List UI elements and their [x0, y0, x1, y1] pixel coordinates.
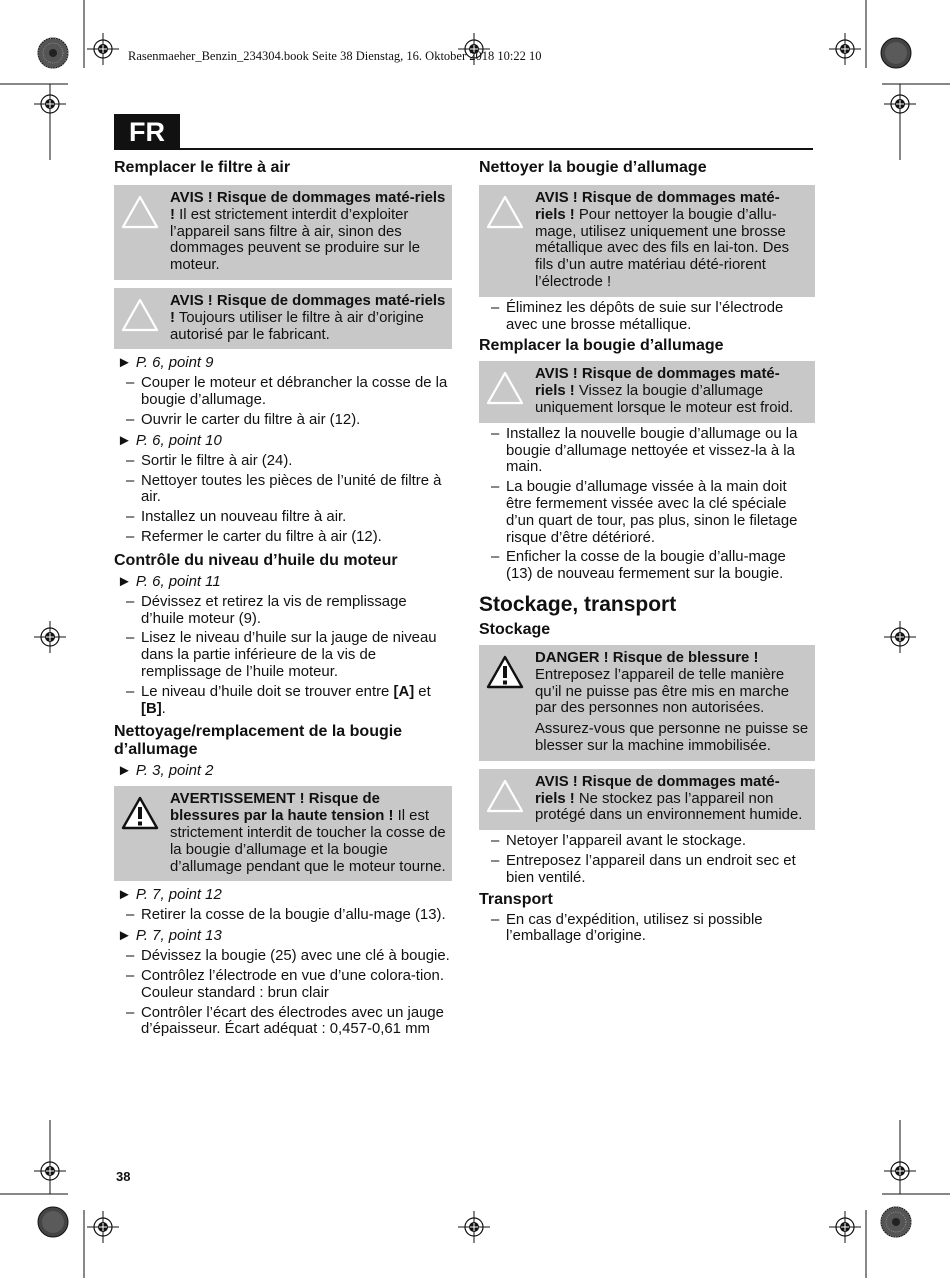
- list-item: – Nettoyer toutes les pièces de l’unité de filtre à air.: [114, 473, 452, 507]
- instruction-list: [114, 948, 452, 1038]
- list-item: – Couper le moteur et débrancher la cosse de la bougie d’allumage.: [114, 375, 452, 409]
- list-item: – Éliminez les dépôts de suie sur l’électrode avec une brosse métallique.: [479, 300, 815, 334]
- notice-title: AVIS ! Risque de dommages maté-riels !: [535, 190, 780, 223]
- instruction-list: [114, 594, 452, 718]
- notice-text: Ne stockez pas l’appareil non protégé dans un environnement humide.: [535, 790, 803, 824]
- list-item: – Le niveau d’huile doit se trouver entre [A] et [B].: [114, 684, 452, 718]
- danger-box: [479, 645, 815, 761]
- notice-box: [114, 185, 452, 280]
- figure-reference: ► P. 3, point 2: [117, 763, 214, 780]
- list-item: – Ouvrir le carter du filtre à air (12).: [114, 412, 452, 429]
- instruction-list: [479, 833, 815, 886]
- warning-triangle-icon: [120, 795, 160, 831]
- arrow-right-icon: ►: [117, 928, 132, 945]
- warning-box: [114, 786, 452, 881]
- instruction-list: [114, 453, 452, 546]
- section-title-storage: Stockage: [479, 620, 551, 638]
- notice-box: [114, 288, 452, 349]
- warning-title: AVERTISSEMENT ! Risque de blessures par la haute tension !: [170, 791, 394, 825]
- section-title-spark-plug: Nettoyage/remplacement de la bougie d’allumage: [114, 723, 403, 759]
- section-title-replace-spark-plug: Remplacer la bougie d’allumage: [479, 337, 724, 355]
- chapter-title-storage-transport: Stockage, transport: [479, 592, 677, 616]
- arrow-right-icon: ►: [117, 432, 132, 449]
- notice-box: [479, 185, 815, 297]
- section-title-transport: Transport: [479, 890, 553, 908]
- list-item: – Entreposez l’appareil dans un endroit sec et bien ventilé.: [479, 853, 815, 887]
- notice-box: [479, 769, 815, 830]
- instruction-list: [479, 426, 815, 583]
- left-column: [114, 159, 452, 1038]
- section-title-clean-spark-plug: Nettoyer la bougie d’allumage: [479, 159, 707, 176]
- arrow-right-icon: ►: [117, 573, 132, 590]
- caution-triangle-icon: [120, 194, 160, 230]
- notice-text: Toujours utiliser le filtre à air d’origine autorisé par le fabricant.: [170, 309, 424, 343]
- instruction-list: [479, 300, 815, 334]
- list-item: – Sortir le filtre à air (24).: [114, 453, 452, 470]
- book-info-line: Rasenmaeher_Benzin_234304.book Seite 38 Dienstag, 16. Oktober 2018 10:22 10: [128, 49, 542, 63]
- list-item: – Installez la nouvelle bougie d’allumage ou la bougie d’allumage nettoyée et vissez-la à la main.: [479, 426, 815, 476]
- instruction-list: [479, 912, 815, 946]
- list-item: – Enficher la cosse de la bougie d’allu-mage (13) de nouveau fermement sur la bougie.: [479, 549, 815, 583]
- danger-text: Entreposez l’appareil de telle manière qu’il ne puisse pas être mis en marche par des personnes non autorisées.: [535, 666, 790, 717]
- list-item: – Installez un nouveau filtre à air.: [114, 509, 452, 526]
- list-item: – Contrôler l’écart des électrodes avec un jauge d’épaisseur. Écart adéquat : 0,457-0,61 mm: [114, 1005, 452, 1039]
- arrow-right-icon: ►: [117, 763, 132, 780]
- page-number: 38: [116, 1169, 131, 1184]
- section-title-oil-level: Contrôle du niveau d’huile du moteur: [114, 551, 398, 569]
- figure-reference: ► P. 7, point 13: [117, 928, 222, 945]
- caution-triangle-icon: [485, 370, 525, 406]
- list-item: – Contrôlez l’électrode en vue d’une colora-tion. Couleur standard : brun clair: [114, 968, 452, 1002]
- notice-text: Pour nettoyer la bougie d’allu-mage, utilisez uniquement une brosse métallique avec des fils en lai-ton. Des fils d’un autre matériau dété-riorent l’électrode !: [535, 206, 790, 290]
- list-item: – Netoyer l’appareil avant le stockage.: [479, 833, 815, 850]
- caution-triangle-icon: [120, 297, 160, 333]
- notice-title: AVIS ! Risque de dommages maté-riels !: [535, 773, 780, 807]
- figure-reference: ► P. 7, point 12: [117, 887, 222, 904]
- arrow-right-icon: ►: [117, 887, 132, 904]
- figure-reference: ► P. 6, point 10: [117, 432, 222, 449]
- list-item: – Lisez le niveau d’huile sur la jauge de niveau dans la partie inférieure de la vis de remplissage de l’huile moteur.: [114, 630, 452, 680]
- list-item: – Refermer le carter du filtre à air (12).: [114, 529, 452, 546]
- instruction-list: [114, 375, 452, 428]
- notice-title: AVIS ! Risque de dommages maté-riels !: [535, 366, 780, 400]
- caution-triangle-icon: [485, 194, 525, 230]
- notice-text: Il est strictement interdit d’exploiter l’appareil sans filtre à air, sinon des dommages peuvent se produire sur le moteur.: [170, 206, 420, 274]
- list-item: – Retirer la cosse de la bougie d’allu-mage (13).: [114, 907, 452, 924]
- list-item: – Dévissez la bougie (25) avec une clé à bougie.: [114, 948, 452, 965]
- danger-title: DANGER ! Risque de blessure !: [535, 649, 759, 666]
- arrow-right-icon: ►: [117, 355, 132, 372]
- header-rule: [180, 148, 813, 150]
- language-tab: FR: [114, 114, 180, 150]
- notice-box: [479, 361, 815, 422]
- notice-title: AVIS ! Risque de dommages maté-riels !: [170, 190, 446, 223]
- danger-text-2: Assurez-vous que personne ne puisse se blesser sur la machine immobilisée.: [535, 721, 809, 754]
- list-item: – La bougie d’allumage vissée à la main doit être fermement vissée avec la clé spéciale d’un quart de tour, pas plus, sinon le filetage risque d’être détérioré.: [479, 479, 815, 546]
- notice-text: Vissez la bougie d’allumage uniquement lorsque le moteur est froid.: [535, 383, 794, 416]
- notice-title: AVIS ! Risque de dommages maté-riels !: [170, 292, 446, 326]
- instruction-list: [114, 907, 452, 924]
- right-column: [479, 159, 815, 945]
- warning-text: Il est strictement interdit de toucher la cosse de la bougie d’allumage et la bougie d’allumage pendant que le moteur tourne.: [170, 808, 446, 875]
- list-item: – En cas d’expédition, utilisez si possible l’emballage d’origine.: [479, 912, 815, 946]
- figure-reference: ► P. 6, point 9: [117, 355, 214, 372]
- danger-triangle-icon: [485, 654, 525, 690]
- section-title-air-filter: Remplacer le filtre à air: [114, 159, 291, 176]
- list-item: – Dévissez et retirez la vis de remplissage d’huile moteur (9).: [114, 594, 452, 628]
- caution-triangle-icon: [485, 778, 525, 814]
- figure-reference: ► P. 6, point 11: [117, 573, 221, 590]
